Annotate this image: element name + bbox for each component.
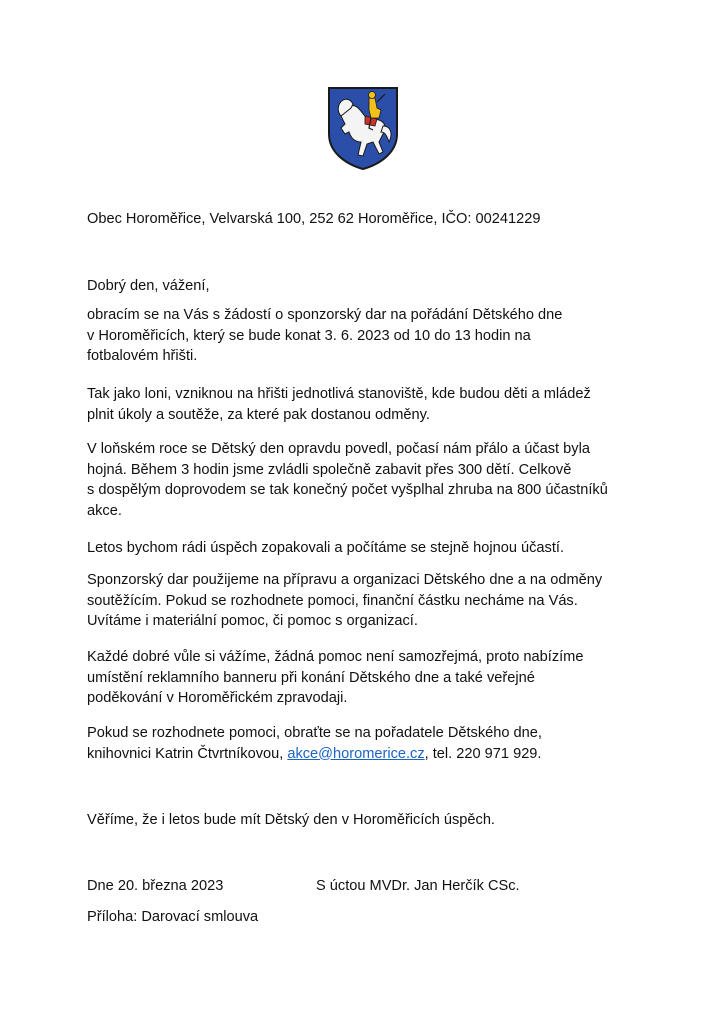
contact-text: knihovnici Katrin Čtvrtníkovou, xyxy=(87,745,288,762)
phone-text: , tel. 220 971 929. xyxy=(424,745,542,762)
paragraph-3 xyxy=(87,439,647,521)
attachment-line: Příloha: Darovací smlouva xyxy=(87,909,259,925)
paragraph-line: fotbalovém hřišti. xyxy=(87,348,198,364)
paragraph-line: soutěžícím. Pokud se rozhodnete pomoci, finanční částku necháme na Vás. xyxy=(87,592,578,609)
coat-of-arms-icon xyxy=(327,86,399,170)
paragraph-line: poděkování v Horoměřickém zpravodaji. xyxy=(87,690,348,706)
paragraph-line: Letos bychom rádi úspěch zopakovali a počítáme se stejně hojnou účastí. xyxy=(87,540,565,556)
paragraph-1 xyxy=(87,305,647,367)
greeting: Dobrý den, vážení, xyxy=(87,278,210,294)
paragraph-line: umístění reklamního banneru při konání Dětského dne a také veřejné xyxy=(87,669,535,686)
paragraph-line: Každé dobré vůle si vážíme, žádná pomoc není samozřejmá, proto nabízíme xyxy=(87,649,584,665)
paragraph-line: V loňském roce se Dětský den opravdu povedl, počasí nám přálo a účast byla xyxy=(87,441,590,457)
paragraph-line: Sponzorský dar použijeme na přípravu a organizaci Dětského dne a na odměny xyxy=(87,572,603,588)
signature-line: S úctou MVDr. Jan Herčík CSc. xyxy=(316,878,520,894)
email-link[interactable]: akce@horomerice.cz xyxy=(287,745,425,762)
paragraph-2 xyxy=(87,384,647,425)
paragraph-line: plnit úkoly a soutěže, za které pak dostanou odměny. xyxy=(87,406,430,423)
paragraph-line: Uvítáme i materiální pomoc, či pomoc s organizací. xyxy=(87,613,418,629)
paragraph-line: obracím se na Vás s žádostí o sponzorský dar na pořádání Dětského dne xyxy=(87,307,563,323)
paragraph-line: v Horoměřicích, který se bude konat 3. 6. 2023 od 10 do 13 hodin na xyxy=(87,327,531,344)
closing-sentence: Věříme, že i letos bude mít Dětský den v Horoměřicích úspěch. xyxy=(87,812,495,828)
paragraph-4 xyxy=(87,538,647,559)
paragraph-line: hojná. Během 3 hodin jsme zvládli společně zabavit přes 300 dětí. Celkově xyxy=(87,461,572,478)
date-line: Dne 20. března 2023 xyxy=(87,878,224,894)
paragraph-line: Tak jako loni, vzniknou na hřišti jednotlivá stanoviště, kde budou děti a mládež xyxy=(87,386,591,402)
paragraph-line: akce. xyxy=(87,502,122,519)
paragraph-6 xyxy=(87,647,647,709)
paragraph-5 xyxy=(87,570,647,632)
paragraph-7 xyxy=(87,723,647,764)
address-line: Obec Horoměřice, Velvarská 100, 252 62 Horoměřice, IČO: 00241229 xyxy=(87,211,541,227)
contact-line xyxy=(87,744,647,765)
paragraph-line: s dospělým doprovodem se tak konečný počet vyšplhal zhruba na 800 účastníků xyxy=(87,482,608,498)
paragraph-line: Pokud se rozhodnete pomoci, obraťte se na pořadatele Dětského dne, xyxy=(87,725,542,741)
